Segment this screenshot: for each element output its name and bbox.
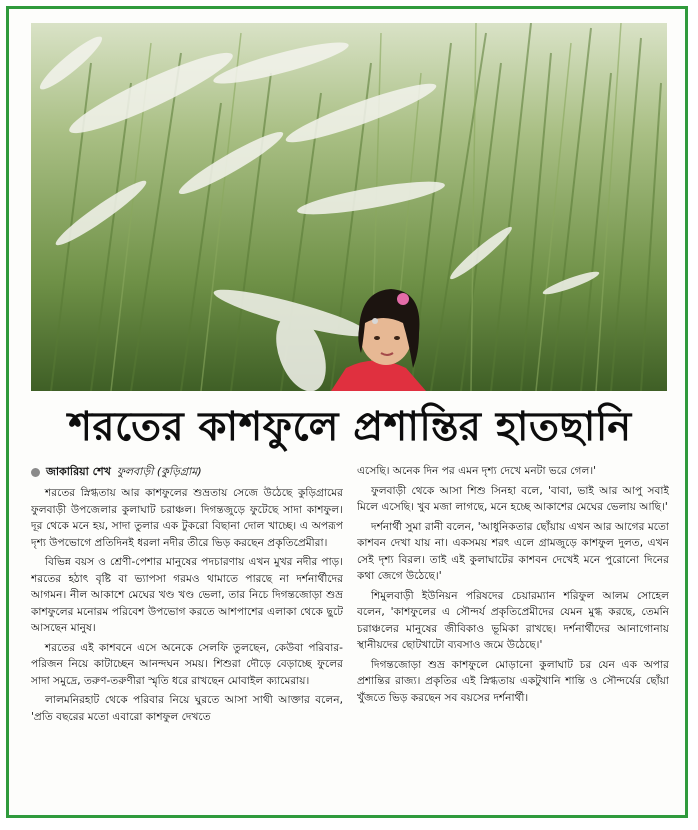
article-column-left	[31, 463, 343, 813]
paragraph: দর্শনার্থী সুমা রানী বলেন, 'আধুনিকতার ছোঁয়ায় এখন আর আগের মতো কাশবন দেখা যায় না। একসময় শরৎ এলে গ্রামজুড়ে কাশফুল দুলত, এখন সেই দৃশ্য বিরল। তাই এই কুলাঘাটের কাশবন দেখেই মনে পুরোনো দিনের কথা জেগে উঠেছে।'	[357, 520, 669, 582]
headline: শরতের কাশফুলে প্রশান্তির হাতছানি	[68, 404, 632, 450]
author-name: জাকারিয়া শেখ	[46, 465, 111, 478]
dateline-place: ফুলবাড়ী (কুড়িগ্রাম)	[116, 465, 202, 478]
paragraph: বিভিন্ন বয়স ও শ্রেণী-পেশার মানুষের পদচারণায় এখন মুখর নদীর পাড়। শরতের হঠাৎ বৃষ্টি বা ভ্যাপসা গরমও থামাতে পারছে না দর্শনার্থীদের আগমন। নীল আকাশে মেঘের খণ্ড খণ্ড ভেলা, তার নিচে দিগন্তজোড়া শুভ্র কাশফুলের মনোরম পরিবেশ উপভোগ করতে আশপাশের এলাকা থেকে ছুটে আসছেন মানুষ।	[31, 556, 343, 634]
byline-bullet-icon	[31, 468, 40, 477]
kash-flower-field-photo	[31, 23, 667, 391]
paragraph: শরতের এই কাশবনে এসে অনেকে সেলফি তুলছেন, কেউবা পরিবার-পরিজন নিয়ে কাটাচ্ছেন আনন্দঘন সময়। শিশুরা দৌড়ে বেড়াচ্ছে ফুলের সাদা সমুদ্রে, তরুণ-তরুণীরা স্মৃতি ধরে রাখছেন মোবাইল ক্যামেরায়।	[31, 641, 343, 687]
paragraph: শরতের স্নিগ্ধতায় আর কাশফুলের শুভ্রতায় সেজে উঠেছে কুড়িগ্রামের ফুলবাড়ী উপজেলার কুলাঘাট চরাঞ্চল। দিগন্তজুড়ে ফুটেছে সাদা কাশফুল। দূর থেকে মনে হয়, সাদা তুলার এক টুকরো বিছানা দোল খাচ্ছে। এ অপরূপ দৃশ্য উপভোগে প্রতিদিনই ধরলা নদীর তীরে ভিড় করছেন প্রকৃতিপ্রেমীরা।	[31, 487, 343, 549]
article-column-right	[357, 463, 669, 813]
paragraph: লালমনিরহাট থেকে পরিবার নিয়ে ঘুরতে আসা সাথী আক্তার বলেন, 'প্রতি বছরের মতো এবারো কাশফুল দেখতে	[31, 694, 343, 723]
byline	[31, 463, 343, 481]
paragraph: দিগন্তজোড়া শুভ্র কাশফুলে মোড়ানো কুলাঘাট চর যেন এক অপার প্রশান্তির রাজ্য। প্রকৃতির এই স্নিগ্ধতায় একটুখানি শান্তি ও সৌন্দর্যের ছোঁয়া খুঁজতে ভিড় করছেন সব বয়সের দর্শনার্থী।	[357, 658, 669, 704]
paragraph: এসেছি। অনেক দিন পর এমন দৃশ্য দেখে মনটা ভরে গেল।'	[357, 465, 597, 477]
paragraph: ফুলবাড়ী থেকে আসা শিশু সিনহা বলে, 'বাবা, ভাই আর আপু সবাই মিলে এসেছি। খুব মজা লাগছে, মনে হচ্ছে আকাশের মেঘের ভেলায় আছি।'	[357, 484, 669, 513]
paragraph: শিমুলবাড়ী ইউনিয়ন পরিষদের চেয়ারম্যান শরিফুল আলম সোহেল বলেন, 'কাশফুলের এ সৌন্দর্য প্রকৃতিপ্রেমীদের যেমন মুগ্ধ করছে, তেমনি চরাঞ্চলের মানুষের জীবিকাও ভূমিকা রাখছে। দর্শনার্থীদের আনাগোনায় স্থানীয়দের ছোটখাটো ব্যবসাও জমে উঠেছে।'	[357, 589, 669, 651]
article-frame	[6, 6, 688, 818]
photo-illustration	[31, 23, 667, 391]
